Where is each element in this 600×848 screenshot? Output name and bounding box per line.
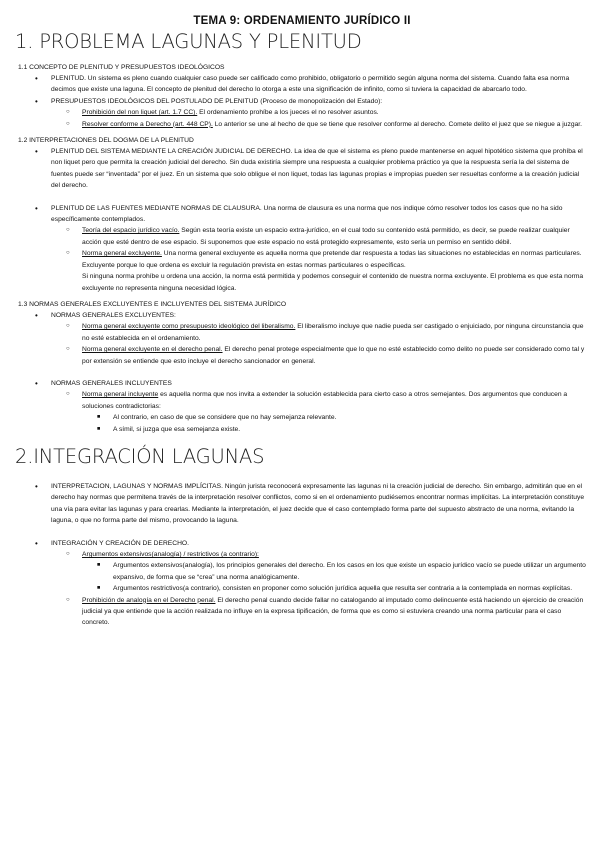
espacio-vacio-label: Teoría del espacio jurídico vacío. [82,227,180,235]
list-item [49,389,586,435]
list-item [18,73,586,96]
list-item [49,107,586,118]
section-2-list [18,481,586,629]
norma-incluyente-label: Norma general incluyente [82,391,159,399]
analogia-penal-text: El derecho penal cuando decide fallar no catalogando al imputado como delincuente está haciendo un ejercicio de creación judicial ya que entiende que la acción realizada no influye en la expresa tipificación, de forma que es como si estuviera creando una norma particular para el caso concreto. [82,596,584,627]
section-2-heading: 2.INTEGRACIÓN LAGUNAS [15,444,265,468]
list-item [18,378,586,435]
list-item [18,146,586,192]
derecho-penal-label: Norma general excluyente en el derecho penal. [82,346,223,354]
document-title: TEMA 9: ORDENAMIENTO JURÍDICO II [193,15,411,27]
norma-incluyente-text: es aquella norma que nos invita a extender la solución establecida para cierto caso a otros semejantes. Dos argumentos que conducen a soluciones contradictorias: [82,391,568,410]
subsection-1-1-list [18,73,586,130]
normas-clausura-text: PLENITUD DE LAS FUENTES MEDIANTE NORMAS DE CLAUSURA. Una norma de clausura es una norma que nos indique cómo resolver todos los casos que no ha sido específicamente contemplados. [51,204,563,224]
list-item [49,321,586,344]
restrictivos-text: Argumentos restrictivos(a contrario), consisten en proponer como solución jurídica aquella que resulta ser contraria a la contemplada en normas explícitas. [113,585,573,593]
non-liquet-label: Prohibición del non liquet (art. 1.7 CC). [82,109,198,117]
norma-excluyente-paragraph: Si ninguna norma prohíbe u ordena una acción, la norma está permitida y podemos conseguir el contenido de nuestra norma excluyente. El problema es que esta norma excluyente no representa ninguna necesidad lógica. [82,273,584,292]
al-contrario-text: Al contrario, en caso de que se considere que no hay semejanza relevante. [113,414,337,422]
list-item [80,424,586,435]
subsection-1-2-heading: 1.2 INTERPRETACIONES DEL DOGMA DE LA PLENITUD [18,137,194,145]
list-item [49,119,586,130]
resolver-text: Lo anterior se une al hecho de que se tiene que resolver conforme al derecho. Comete delito el juez que se niegue a juzgar. [212,120,583,128]
creacion-judicial-text: PLENITUD DEL SISTEMA MEDIANTE LA CREACIÓN JUDICIAL DE DERECHO. La idea de que el sistema es pleno puede mantenerse en aquel hipotético sistema que prohíba el non liquet pero que permita la creación judicial del derecho. Sin duda existiría siempre una respuesta a cualquier problema práctico ya que la respuesta sería la del sistema de fuentes puede ser “inventada” por el juez. En un sistema que solo obligue el non liquet, todas las lagunas propias e impropias pueden ser resueltas conforme a la creación judicial del derecho. [51,148,583,190]
analogia-penal-label: Prohibición de analogía en el Derecho penal. [82,596,216,604]
list-item [49,248,586,294]
list-item [80,560,586,583]
extensivos-text: Argumentos extensivos(analogía), los principios generales del derecho. En los casos en los que existe un espacio jurídico vacío se puede utilizar un argumento expansivo, de forma que se “crea” una norma analógicamente. [113,562,586,581]
list-item [80,583,586,594]
list-item [49,225,586,248]
presupuestos-text: PRESUPUESTOS IDEOLÓGICOS DEL POSTULADO DE PLENITUD (Proceso de monopolización del Estado): [51,97,383,105]
liberalismo-label: Norma general excluyente como presupuesto ideológico del liberalismo. [82,323,296,331]
argumentos-label: Argumentos extensivos(analogía) / restrictivos (a contrario): [82,551,259,558]
subsection-1-1-heading: 1.1 CONCEPTO DE PLENITUD Y PRESUPUESTOS IDEOLÓGICOS [18,64,225,71]
list-item [18,96,586,130]
integracion-text: INTEGRACIÓN Y CREACIÓN DE DERECHO. [51,539,189,547]
list-item [80,412,586,423]
interpretacion-text: INTERPRETACION, LAGUNAS Y NORMAS IMPLÍCITAS. Ningún jurista reconocerá expresamente las lagunas ni la creación judicial de derecho. Sin embargo, admitirán que en el derecho hay normas que permitena través de la interpretación resolver conflictos, como si en el ordenamiento pudiésemos encontrar normas implícitas. La interpretación constituye una vía para evitar las lagunas y para crearlas. Mediante la interpretación, el juez decide que el caso contemplado forma parte del supuesto abstracto de una norma, evitando la laguna, o que no forma parte del mismo, provocando la laguna. [51,482,585,525]
list-item [49,595,586,629]
incluyentes-text: NORMAS GENERALES INCLUYENTES [51,379,172,387]
resolver-label: Resolver conforme a Derecho (art. 448 CP). [82,120,213,128]
norma-excluyente-text: Una norma general excluyente es aquella norma que pretende dar respuesta a todas las situaciones no establecidas en normas particulares. Excluyente porque lo que ordena es excluir la regulación prevista en estas normas particulares o específicas. [82,250,582,269]
espacio-vacio-text: Según esta teoría existe un espacio extra-jurídico, en el cual todo su contenido está permitido, es decir, se puede realizar cualquier acción que esté dentro de ese espacio. Si suponemos que este espacio no está protegido expresamente, esto sería un permiso en sentido débil. [82,227,570,246]
list-item [49,549,586,595]
list-item [18,481,586,527]
norma-excluyente-label: Norma general excluyente. [82,250,162,258]
subsection-1-3-list [18,310,586,435]
liberalismo-text: El liberalismo incluye que nadie pueda ser castigado o enjuiciado, por ninguna circunstancia que no esté establecida en el ordenamiento. [82,323,584,342]
excluyentes-text: NORMAS GENERALES EXCLUYENTES: [51,311,176,319]
subsection-1-2-list [18,146,586,294]
section-1-heading: 1. PROBLEMA LAGUNAS Y PLENITUD [15,30,362,53]
subsection-1-3-heading: 1.3 NORMAS GENERALES EXCLUYENTES E INCLUYENTES DEL SISTEMA JURÍDICO [18,300,287,308]
derecho-penal-text: El derecho penal protege especialmente que lo que no esté establecido como delito no puede ser considerado como tal y por extensión se entiende que esto incluye el derecho sancionador en general. [82,346,585,365]
non-liquet-text: El ordenamiento prohíbe a los jueces el no resolver asuntos. [197,109,379,117]
list-item [18,203,586,294]
list-item [18,538,586,629]
list-item [18,310,586,367]
list-item [49,344,586,367]
a-simil-text: A símil, si juzga que esa semejanza existe. [113,425,241,433]
plenitud-text: PLENITUD. Un sistema es pleno cuando cualquier caso puede ser calificado como prohibido, obligatorio o permitido según alguna norma del sistema. Cuando falta esa norma decimos que existe una laguna. El concepto de plenitud del derecho lo otorga a este una significación de infinito, como si tuviera la capacidad de abarcarlo todo. [51,75,570,94]
